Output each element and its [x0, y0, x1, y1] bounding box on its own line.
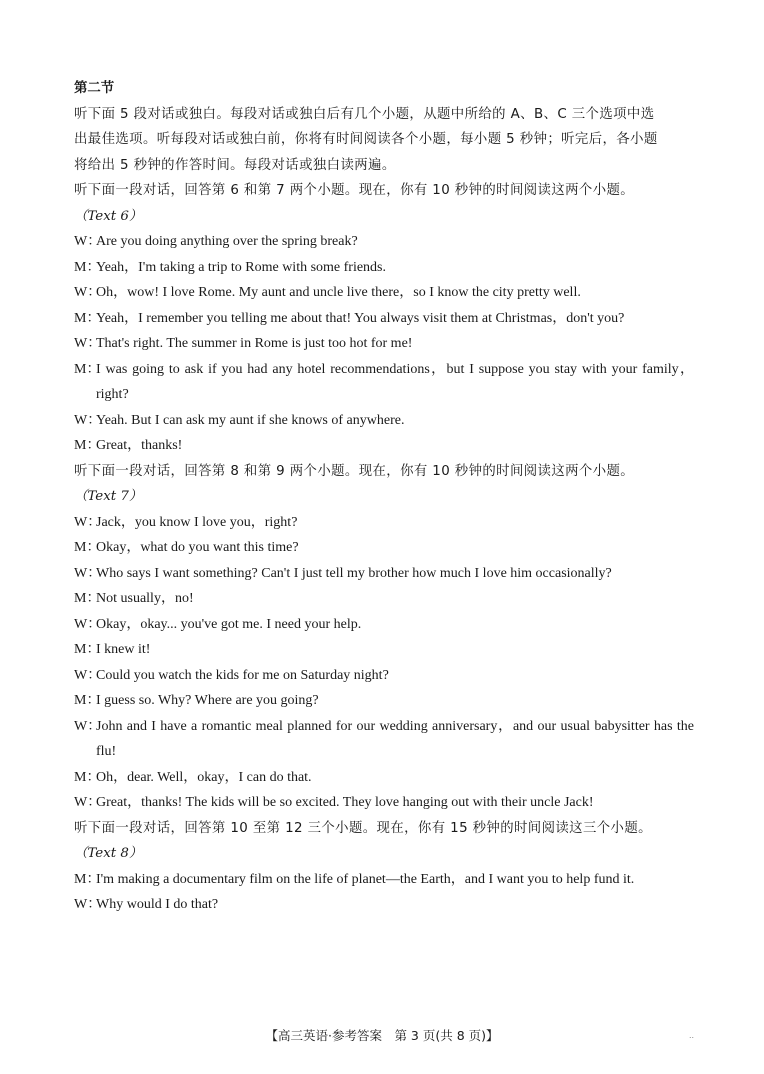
block-instruction: 听下面一段对话，回答第 6 和第 7 两个小题。现在，你有 10 秒钟的时间阅读这两个小题。	[74, 183, 635, 198]
speaker: M：	[74, 361, 101, 377]
dialogue-line	[74, 561, 694, 587]
speaker: W：	[74, 897, 102, 912]
speaker: W：	[74, 616, 102, 632]
speaker: M：	[74, 438, 101, 453]
dialogue-line	[74, 510, 694, 536]
utterance: I was going to ask if you had any hotel recommendations，but I suppose you stay with your family，right?	[96, 361, 694, 402]
utterance: Oh，wow! I love Rome. My aunt and uncle live there，so I know the city pretty well.	[96, 285, 581, 300]
text-label: （Text 6）	[74, 208, 143, 224]
speaker: W：	[74, 336, 102, 351]
speaker: M：	[74, 769, 101, 785]
speaker: W：	[74, 718, 102, 734]
dialogue-line	[74, 535, 694, 561]
speaker: W：	[74, 514, 102, 530]
utterance: Jack，you know I love you，right?	[96, 514, 298, 530]
dialogue-line	[74, 892, 694, 918]
speaker: W：	[74, 565, 102, 581]
text-label: （Text 7）	[74, 489, 143, 504]
utterance: Could you watch the kids for me on Saturday night?	[96, 667, 389, 683]
utterance: Okay，okay... you've got me. I need your help.	[96, 616, 362, 632]
speaker: W：	[74, 795, 102, 810]
utterance: I'm making a documentary film on the life of planet—the Earth，and I want you to help fund it.	[96, 871, 635, 887]
block-instruction: 听下面一段对话，回答第 8 和第 9 两个小题。现在，你有 10 秒钟的时间阅读这两个小题。	[74, 463, 635, 479]
utterance: Great，thanks!	[96, 438, 183, 453]
dialogue-line	[74, 637, 694, 663]
dialogue-line	[74, 433, 694, 459]
dialogue-line	[74, 255, 694, 281]
speaker: M：	[74, 871, 101, 887]
intro-line: 出最佳选项。听每段对话或独白前，你将有时间阅读各个小题，每小题 5 秒钟；听完后，各小题	[74, 132, 658, 147]
speaker: M：	[74, 259, 101, 275]
dialogue-line	[74, 229, 694, 255]
speaker: W：	[74, 285, 102, 300]
speaker: W：	[74, 667, 102, 683]
dialogue-line	[74, 306, 694, 332]
utterance: That's right. The summer in Rome is just too hot for me!	[96, 336, 413, 351]
dialogue-line	[74, 867, 694, 893]
utterance: Yeah，I remember you telling me about that! You always visit them at Christmas，don't you?	[96, 310, 625, 326]
dialogue-line	[74, 357, 694, 408]
speaker: M：	[74, 642, 101, 657]
page-footer: 【高三英语·参考答案 第 3 页(共 8 页)】	[265, 1028, 499, 1043]
utterance: Great，thanks! The kids will be so excited. They love hanging out with their uncle Jack!	[96, 795, 594, 810]
corner-mark: ..	[688, 1030, 694, 1040]
speaker: M：	[74, 591, 101, 606]
speaker: M：	[74, 310, 101, 326]
speaker: M：	[74, 693, 101, 708]
speaker: W：	[74, 234, 102, 249]
utterance: John and I have a romantic meal planned for our wedding anniversary，and our usual babysitter has the flu!	[96, 718, 694, 759]
utterance: Not usually，no!	[96, 591, 194, 606]
utterance: Yeah，I'm taking a trip to Rome with some friends.	[96, 259, 387, 275]
block-instruction: 听下面一段对话，回答第 10 至第 12 三个小题。现在，你有 15 秒钟的时间阅读这三个小题。	[74, 820, 652, 836]
section-title: 第二节	[74, 81, 115, 96]
dialogue-line	[74, 612, 694, 638]
dialogue-line	[74, 331, 694, 357]
dialogue-line	[74, 714, 694, 765]
intro-line: 听下面 5 段对话或独白。每段对话或独白后有几个小题，从题中所给的 A、B、C 三个选项中选	[74, 106, 655, 122]
text-label: （Text 8）	[74, 846, 143, 861]
utterance: Yeah. But I can ask my aunt if she knows of anywhere.	[96, 412, 405, 428]
utterance: Are you doing anything over the spring break?	[96, 234, 358, 249]
utterance: Who says I want something? Can't I just tell my brother how much I love him occasionally?	[96, 565, 612, 581]
dialogue-line	[74, 408, 694, 434]
document-body	[74, 76, 694, 918]
utterance: I guess so. Why? Where are you going?	[96, 693, 319, 708]
speaker: W：	[74, 412, 102, 428]
intro-line: 将给出 5 秒钟的作答时间。每段对话或独白读两遍。	[74, 157, 396, 173]
dialogue-line	[74, 790, 694, 816]
dialogue-line	[74, 765, 694, 791]
utterance: I knew it!	[96, 642, 151, 657]
dialogue-line	[74, 280, 694, 306]
dialogue-line	[74, 586, 694, 612]
utterance: Okay，what do you want this time?	[96, 540, 299, 555]
utterance: Oh，dear. Well，okay，I can do that.	[96, 769, 312, 785]
utterance: Why would I do that?	[96, 897, 219, 912]
speaker: M：	[74, 540, 101, 555]
dialogue-line	[74, 663, 694, 689]
dialogue-line	[74, 688, 694, 714]
